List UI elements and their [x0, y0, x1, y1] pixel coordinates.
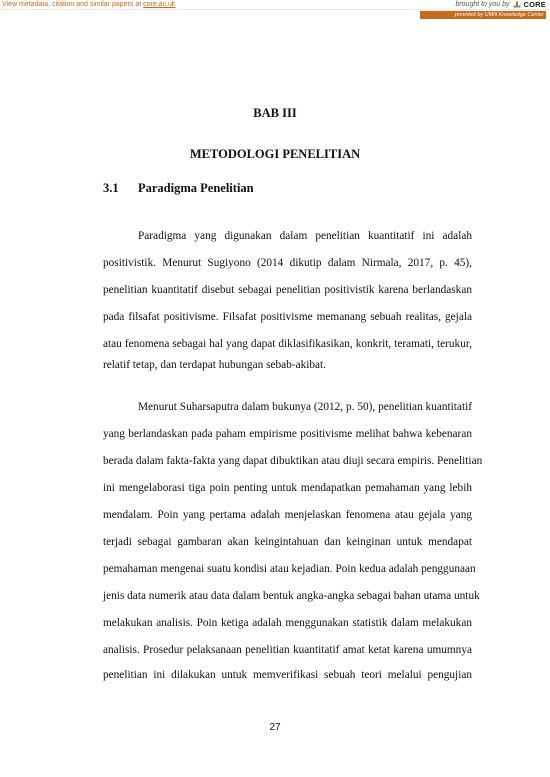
text-line: penelitian kuantitatif disebut sebagai penelitian positivistik karena berlandaskan: [103, 284, 472, 296]
text-line: pemahaman mengenai suatu kondisi atau kejadian. Poin kedua adalah penggunaan: [103, 563, 476, 575]
chapter-title: METODOLOGI PENELITIAN: [189, 147, 361, 161]
text-line: Paradigma yang digunakan dalam penelitian kuantitatif ini adalah: [138, 230, 472, 242]
text-line: analisis. Prosedur pelaksanaan penelitian kuantitatif amat ketat karena umumnya: [103, 644, 472, 656]
text-line: penelitian ini dilakukan untuk memverifikasi sebuah teori melalui pengujian: [103, 669, 472, 681]
page-number: 27: [269, 722, 281, 733]
text-line: berada dalam fakta-fakta yang dapat dibuktikan atau diuji secara empiris. Penelitian: [103, 455, 483, 467]
core-logo-text: CORE: [523, 0, 546, 9]
text-line: jenis data numerik atau data dalam bentuk angka-angka sebagai bahan utama untuk: [103, 590, 480, 602]
section-title: Paradigma Penelitian: [138, 181, 254, 195]
core-branding: [455, 0, 546, 9]
chapter-number: BAB III: [253, 106, 297, 120]
core-link-prefix: View metadata, citation and similar papers at: [2, 1, 144, 8]
text-line: positivistik. Menurut Sugiyono (2014 dikutip dalam Nirmala, 2017, p. 45),: [103, 257, 472, 269]
text-line: yang berlandaskan pada paham empirisme positivisme melihat bahwa kebenaran: [103, 428, 472, 440]
text-line: atau fenomena sebagai hal yang dapat diklasifikasikan, konkrit, teramati, terukur,: [103, 338, 472, 350]
text-line: mendalam. Poin yang pertama adalah menjelaskan fenomena atau gejala yang: [103, 509, 472, 521]
core-link-site: core.ac.uk: [143, 1, 176, 8]
provided-by-badge[interactable]: provided by UMN Knowledge Center: [420, 11, 546, 19]
text-line: ini mengelaborasi tiga poin penting untuk mendapatkan pemahaman yang lebih: [103, 482, 472, 494]
text-line: pada filsafat positivisme. Filsafat positivisme memanang sebuah realitas, gejala: [103, 311, 472, 323]
core-logo-icon: [513, 1, 521, 8]
text-line: relatif tetap, dan terdapat hubungan sebab-akibat.: [103, 359, 327, 371]
core-metadata-link[interactable]: [2, 0, 175, 9]
brought-by-text: brought to you by: [455, 1, 510, 8]
section-number: 3.1: [103, 181, 119, 195]
text-line: terjadi sebagai gambaran akan keingintahuan dan keinginan untuk mendapat: [103, 536, 472, 548]
text-line: melakukan analisis. Poin ketiga adalah menggunakan statistik dalam melakukan: [103, 617, 472, 629]
text-line: Menurut Suharsaputra dalam bukunya (2012, p. 50), penelitian kuantitatif: [138, 401, 472, 413]
core-banner: [0, 0, 550, 10]
section-heading: [103, 181, 254, 196]
